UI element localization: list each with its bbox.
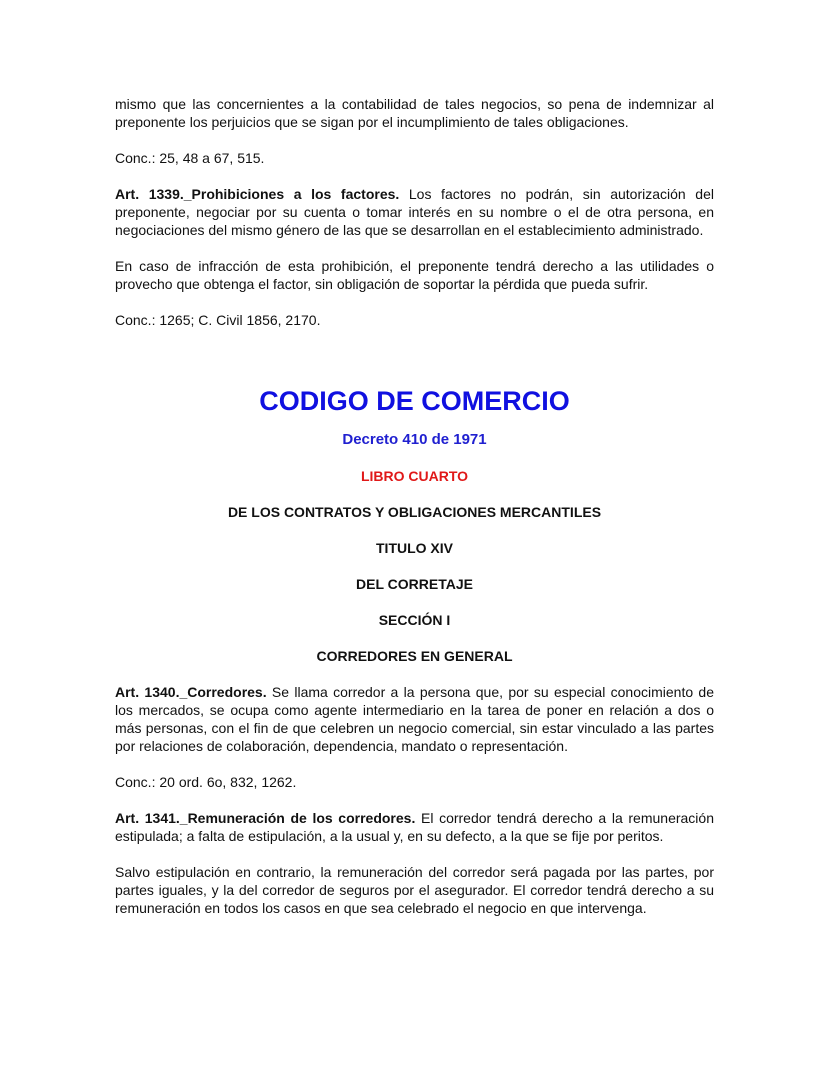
article-1340 bbox=[115, 683, 714, 755]
paragraph-continuation: mismo que las concernientes a la contabilidad de tales negocios, so pena de indemnizar al preponente los perjuicios que se sigan por el incumplimiento de tales obligaciones. bbox=[115, 96, 714, 130]
titulo-name-heading: DEL CORRETAJE bbox=[356, 576, 473, 592]
concordance-1339: Conc.: 1265; C. Civil 1856, 2170. bbox=[115, 312, 321, 328]
book-heading: LIBRO CUARTO bbox=[360, 468, 469, 484]
article-1341-heading: Art. 1341._Remuneración de los corredores. bbox=[115, 810, 416, 826]
section-heading: SECCIÓN I bbox=[378, 612, 451, 628]
section-name-heading: CORREDORES EN GENERAL bbox=[316, 648, 513, 664]
article-1341-text: El corredor tendrá derecho a la remuneración estipulada; a falta de estipulación, a la usual y, en su defecto, a la que se fije por peritos. bbox=[115, 810, 714, 844]
article-1340-heading: Art. 1340._Corredores. bbox=[115, 684, 267, 700]
article-1341 bbox=[115, 809, 714, 845]
concordance-1338: Conc.: 25, 48 a 67, 515. bbox=[115, 150, 265, 166]
article-1339-heading: Art. 1339._Prohibiciones a los factores. bbox=[115, 186, 400, 202]
subject-heading: DE LOS CONTRATOS Y OBLIGACIONES MERCANTILES bbox=[227, 504, 602, 520]
decree-heading: Decreto 410 de 1971 bbox=[342, 431, 487, 448]
code-title: CODIGO DE COMERCIO bbox=[259, 386, 570, 416]
article-1340-text: Se llama corredor a la persona que, por su especial conocimiento de los mercados, se ocupa como agente intermediario en la tarea de poner en relación a dos o más personas, con el fin de que celebren un negocio comercial, sin estar vinculado a las partes por relaciones de colaboración, dependencia, mandato o representación. bbox=[115, 684, 714, 754]
concordance-1340: Conc.: 20 ord. 6o, 832, 1262. bbox=[115, 774, 297, 790]
article-1339-paragraph-2: En caso de infracción de esta prohibición, el preponente tendrá derecho a las utilidades o provecho que obtenga el factor, sin obligación de soportar la pérdida que pueda sufrir. bbox=[115, 258, 714, 292]
document-page bbox=[115, 95, 714, 917]
article-1341-paragraph-2: Salvo estipulación en contrario, la remuneración del corredor será pagada por las partes, por partes iguales, y la del corredor de seguros por el asegurador. El corredor tendrá derecho a su remuneración en todos los casos en que sea celebrado el negocio en que intervenga. bbox=[115, 864, 714, 916]
article-1339-text: Los factores no podrán, sin autorización del preponente, negociar por su cuenta o tomar interés en su nombre o el de otra persona, en negociaciones del mismo género de las que se desarrollan en el establecimiento administrado. bbox=[115, 186, 714, 238]
titulo-heading: TITULO XIV bbox=[376, 540, 453, 556]
article-1339 bbox=[115, 185, 714, 239]
